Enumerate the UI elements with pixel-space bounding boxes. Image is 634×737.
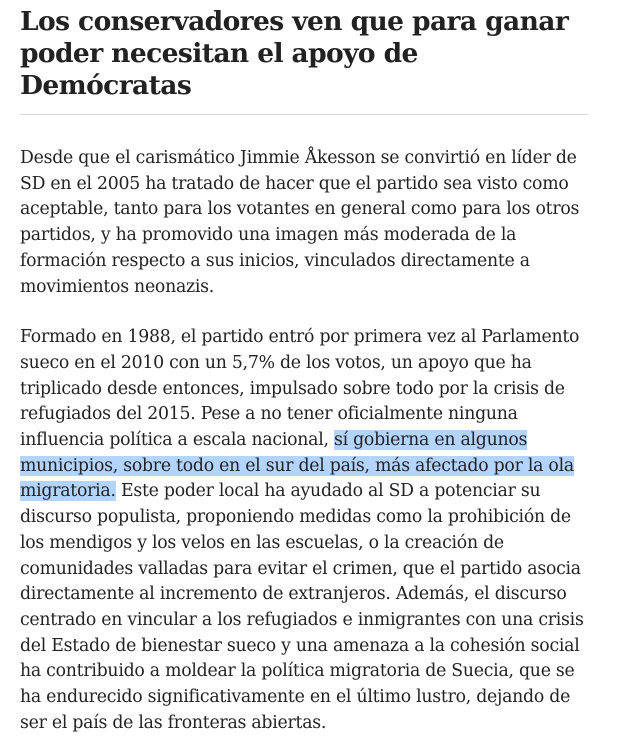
paragraph-text-after-selection: Este poder local ha ayudado al SD a potenciar su discurso populista, proponiendo medidas como la prohibición de los mendigos y los velos en las escuelas, o la creación de comunidades valladas para evitar el crimen, que el partido asocia directamente al incremento de extranjeros. Además, el discurso centrado en vincular a los refugiados e inmigrantes con una crisis del Estado de bienestar sueco y una amenaza a la cohesión social ha contribuido a moldear la política migratoria de Suecia, que se ha endurecido significativamente en el último lustro, dejando de ser el país de las fronteras abiertas. (20, 481, 584, 733)
selected-text-highlight[interactable]: sí gobierna en algunos municipios, sobre todo en el sur del país, más afectado por la ola migratoria. (20, 430, 574, 502)
article (20, 0, 590, 736)
paragraph-text-before-selection: Formado en 1988, el partido entró por primera vez al Parlamento sueco en el 2010 con un 5,7% de los votos, un apoyo que ha triplicado desde entonces, impulsado sobre todo por la crisis de refugiados del 2015. Pese a no tener oficialmente ninguna influencia política a escala nacional, (20, 327, 580, 451)
article-paragraph-2 (20, 325, 590, 736)
headline-divider (20, 114, 588, 115)
article-headline: Los conservadores ven que para ganar poder necesitan el apoyo de Demócratas (20, 6, 569, 101)
article-paragraph-1: Desde que el carismático Jimmie Åkesson se convirtió en líder de SD en el 2005 ha tratado de hacer que el partido sea visto como aceptable, tanto para los votantes en general como para los otros partidos, y ha promovido una imagen más moderada de la formación respecto a sus inicios, vinculados directamente a movimientos neonazis. (20, 148, 580, 297)
